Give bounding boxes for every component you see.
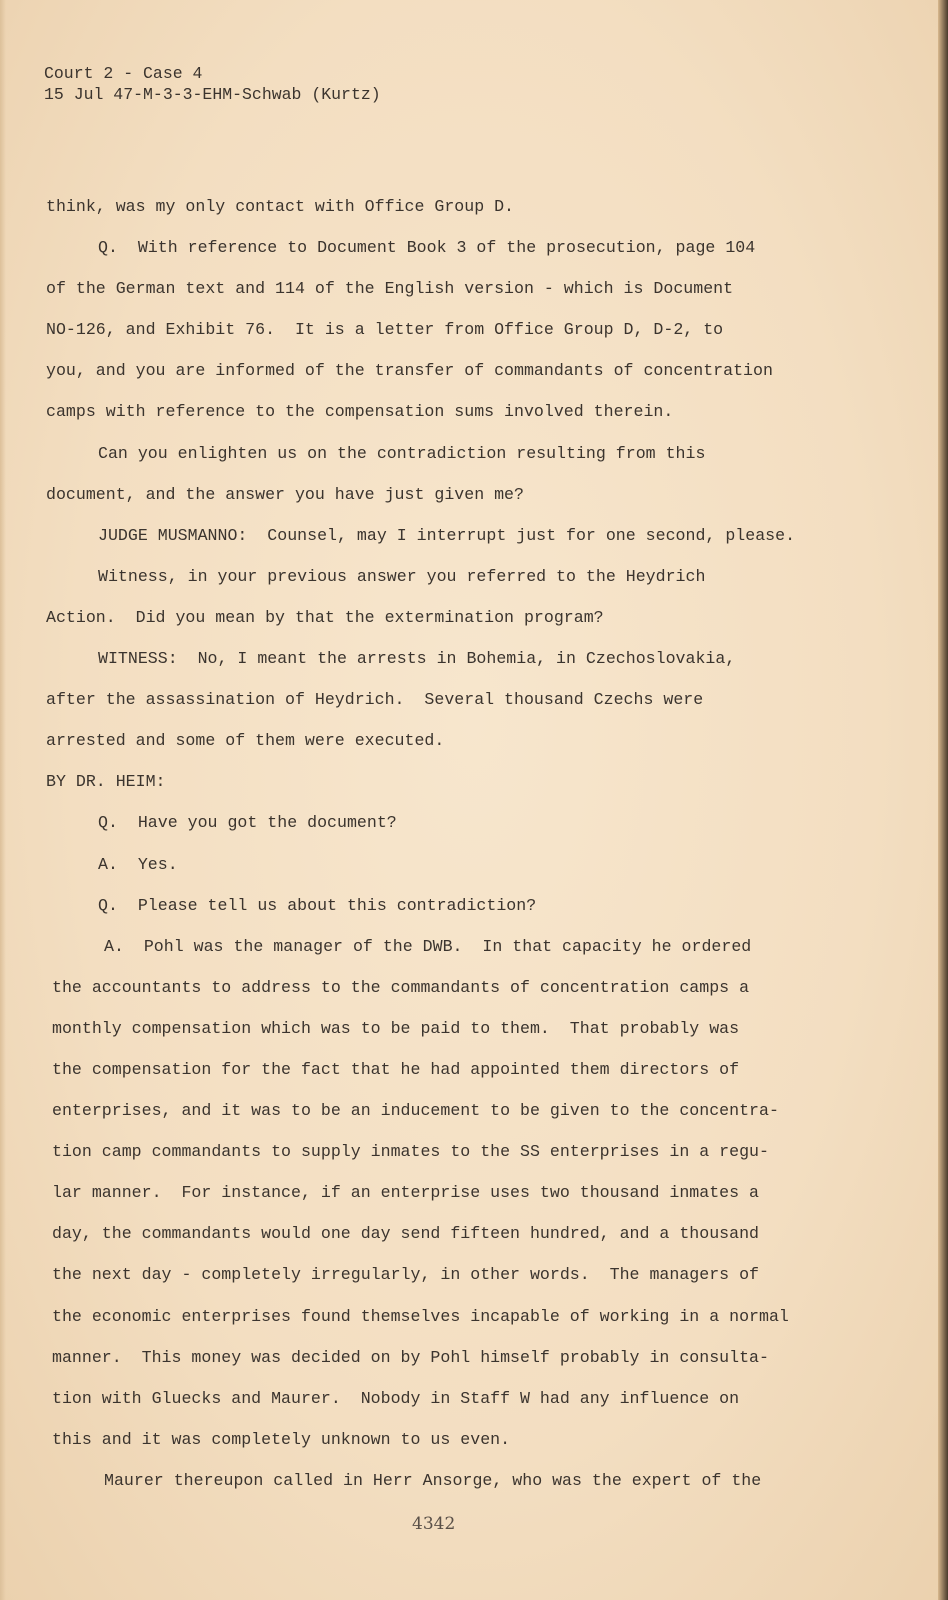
text-line: arrested and some of them were executed.	[46, 731, 445, 751]
text-line: monthly compensation which was to be paid to them. That probably was	[52, 1018, 740, 1038]
session-header: 15 Jul 47-M-3-3-EHM-Schwab (Kurtz)	[44, 85, 381, 104]
text-line: A. Yes.	[98, 854, 178, 874]
page-edge-right	[938, 0, 948, 1600]
text-line: Witness, in your previous answer you referred to the Heydrich	[98, 566, 706, 586]
text-line: camps with reference to the compensation sums involved therein.	[46, 402, 674, 422]
text-line: of the German text and 114 of the English version - which is Document	[46, 279, 734, 299]
text-line: Q. With reference to Document Book 3 of the prosecution, page 104	[98, 238, 756, 258]
text-line: the compensation for the fact that he had appointed them directors of	[52, 1059, 740, 1079]
text-line: the next day - completely irregularly, in other words. The managers of	[52, 1265, 760, 1285]
text-line: WITNESS: No, I meant the arrests in Bohemia, in Czechoslovakia,	[98, 649, 736, 669]
text-line: Q. Have you got the document?	[98, 813, 397, 833]
text-line: day, the commandants would one day send fifteen hundred, and a thousand	[52, 1224, 760, 1244]
case-header: Court 2 - Case 4	[44, 64, 203, 83]
text-line: you, and you are informed of the transfer of commandants of concentration	[46, 361, 773, 381]
text-line: tion camp commandants to supply inmates to the SS enterprises in a regu-	[52, 1142, 769, 1162]
text-line: manner. This money was decided on by Pohl himself probably in consulta-	[52, 1347, 769, 1367]
text-line: the economic enterprises found themselves incapable of working in a normal	[52, 1306, 789, 1326]
text-line: Q. Please tell us about this contradiction?	[98, 895, 537, 915]
text-line: this and it was completely unknown to us even.	[52, 1429, 511, 1449]
text-line: Action. Did you mean by that the extermination program?	[46, 607, 604, 627]
page-edge-left	[0, 0, 6, 1600]
text-line: tion with Gluecks and Maurer. Nobody in Staff W had any influence on	[52, 1388, 740, 1408]
text-line: after the assassination of Heydrich. Several thousand Czechs were	[46, 690, 704, 710]
text-line: document, and the answer you have just given me?	[46, 484, 524, 504]
text-line: NO-126, and Exhibit 76. It is a letter from Office Group D, D-2, to	[46, 320, 724, 340]
text-line: JUDGE MUSMANNO: Counsel, may I interrupt just for one second, please.	[98, 525, 796, 545]
page-number: 4342	[412, 1514, 456, 1534]
text-line: the accountants to address to the commandants of concentration camps a	[52, 977, 750, 997]
text-line: lar manner. For instance, if an enterprise uses two thousand inmates a	[52, 1183, 760, 1203]
text-line: BY DR. HEIM:	[46, 772, 166, 792]
text-line: A. Pohl was the manager of the DWB. In that capacity he ordered	[104, 936, 752, 956]
text-line: think, was my only contact with Office Group D.	[46, 197, 515, 216]
text-line: Can you enlighten us on the contradiction resulting from this	[98, 443, 706, 463]
text-line: Maurer thereupon called in Herr Ansorge, who was the expert of the	[104, 1470, 762, 1490]
transcript-body	[46, 186, 906, 1501]
text-line: enterprises, and it was to be an inducement to be given to the concentra-	[52, 1101, 779, 1121]
